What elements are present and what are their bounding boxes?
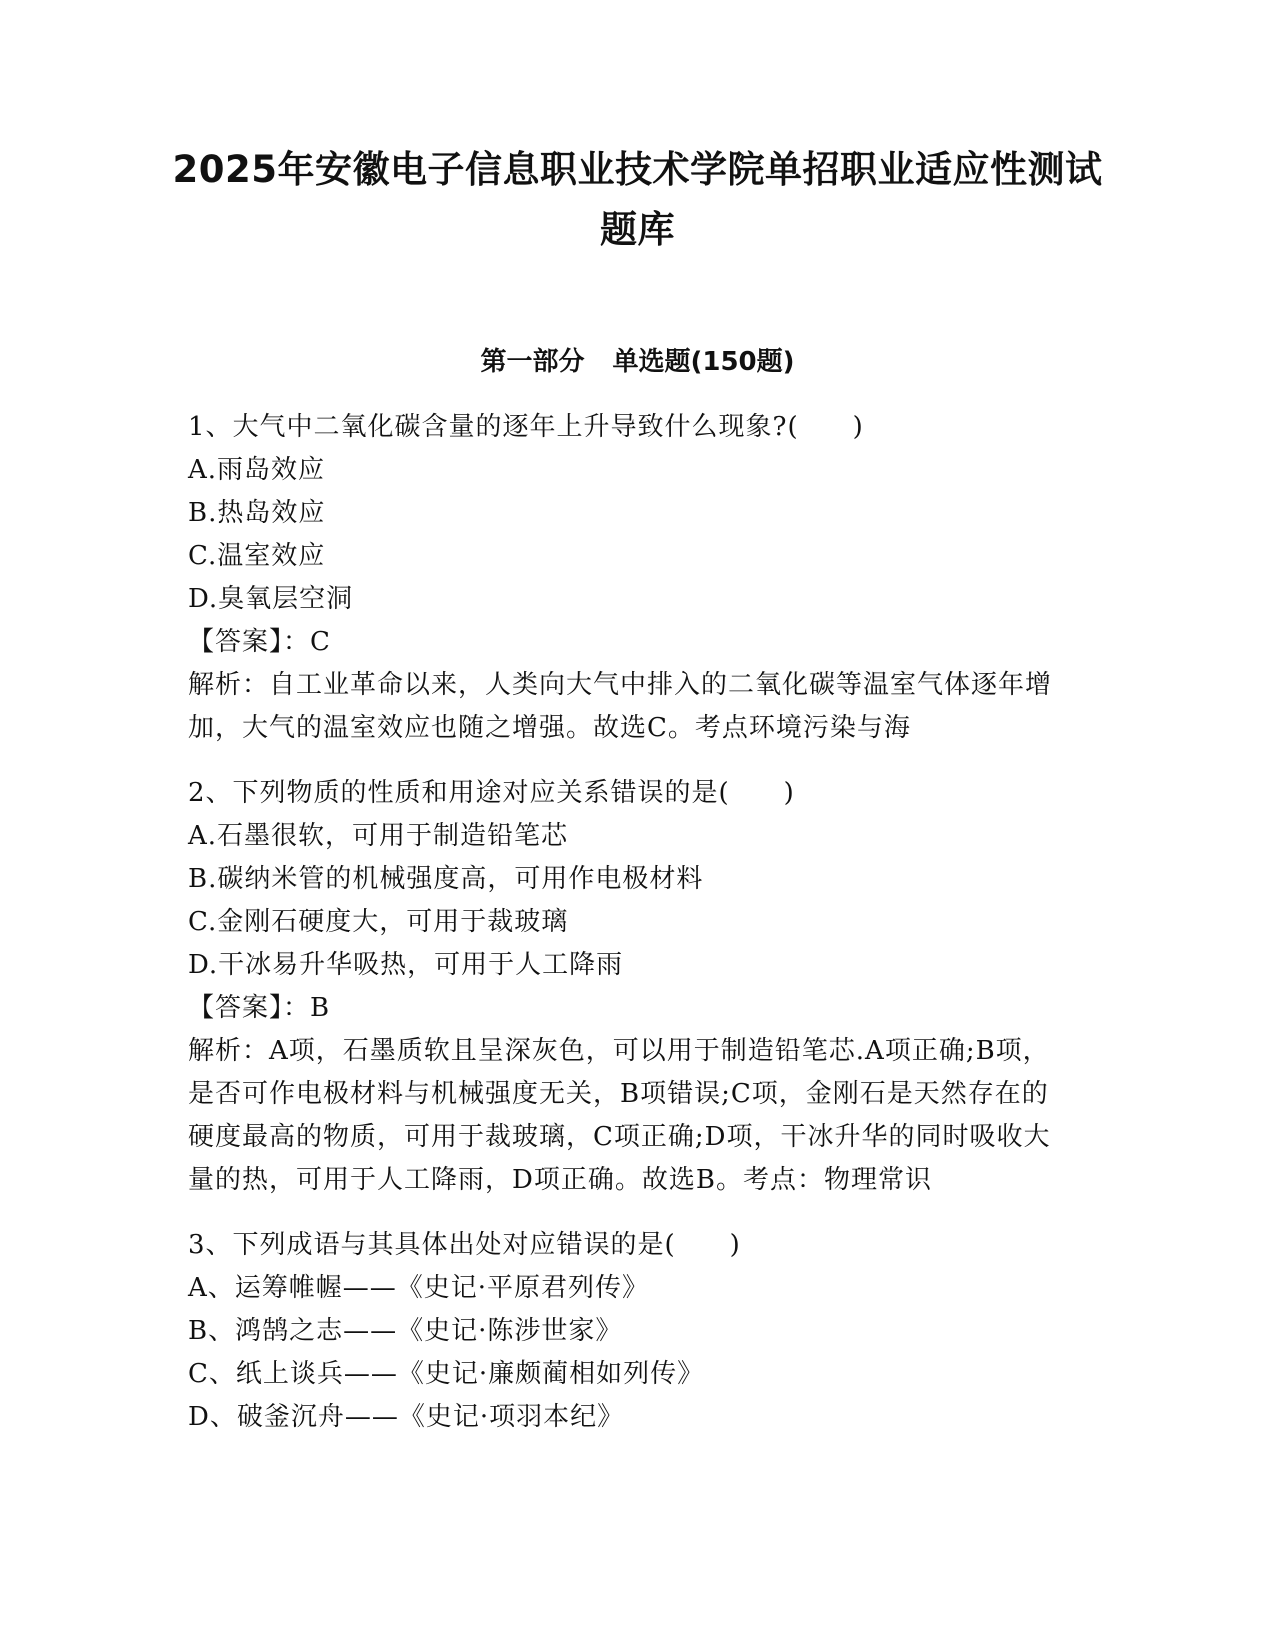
question-2	[188, 772, 1088, 1202]
explanation: 解析：A项，石墨质软且呈深灰色，可以用于制造铅笔芯.A项正确;B项，是否可作电极材料与机械强度无关，B项错误;C项，金刚石是天然存在的硬度最高的物质，可用于裁玻璃，C项正确;D项，干冰升华的同时吸收大量的热，可用于人工降雨，D项正确。故选B。考点：物理常识	[188, 1036, 1051, 1195]
section-title	[160, 342, 1115, 382]
option-a: A.石墨很软，可用于制造铅笔芯	[188, 821, 569, 851]
option-c: C.金刚石硬度大，可用于裁玻璃	[188, 907, 569, 937]
section-part: 第一部分	[480, 347, 585, 377]
option-a: A.雨岛效应	[188, 455, 326, 485]
explanation: 解析：自工业革命以来，人类向大气中排入的二氧化碳等温室气体逐年增加，大气的温室效应也随之增强。故选C。考点环境污染与海	[188, 670, 1053, 743]
option-d: D.臭氧层空洞	[188, 584, 354, 614]
question-3	[188, 1224, 1088, 1439]
option-c: C.温室效应	[188, 541, 326, 571]
question-stem: 3、下列成语与其具体出处对应错误的是( )	[188, 1230, 741, 1260]
option-d: D、破釜沉舟——《史记·项羽本纪》	[188, 1402, 625, 1432]
option-b: B.热岛效应	[188, 498, 326, 528]
option-a: A、运筹帷幄——《史记·平原君列传》	[188, 1273, 650, 1303]
question-list	[188, 406, 1088, 1461]
question-stem: 2、下列物质的性质和用途对应关系错误的是( )	[188, 778, 795, 808]
option-b: B.碳纳米管的机械强度高，可用作电极材料	[188, 864, 704, 894]
section-name: 单选题(150题)	[612, 347, 795, 377]
question-stem: 1、大气中二氧化碳含量的逐年上升导致什么现象?( )	[188, 412, 864, 442]
answer-line: 【答案】：B	[188, 993, 331, 1023]
question-1	[188, 406, 1088, 750]
option-b: B、鸿鹄之志——《史记·陈涉世家》	[188, 1316, 623, 1346]
document-title: 2025年安徽电子信息职业技术学院单招职业适应性测试题库	[172, 148, 1103, 251]
answer-line: 【答案】：C	[188, 627, 331, 657]
option-c: C、纸上谈兵——《史记·廉颇蔺相如列传》	[188, 1359, 705, 1389]
option-d: D.干冰易升华吸热，可用于人工降雨	[188, 950, 624, 980]
